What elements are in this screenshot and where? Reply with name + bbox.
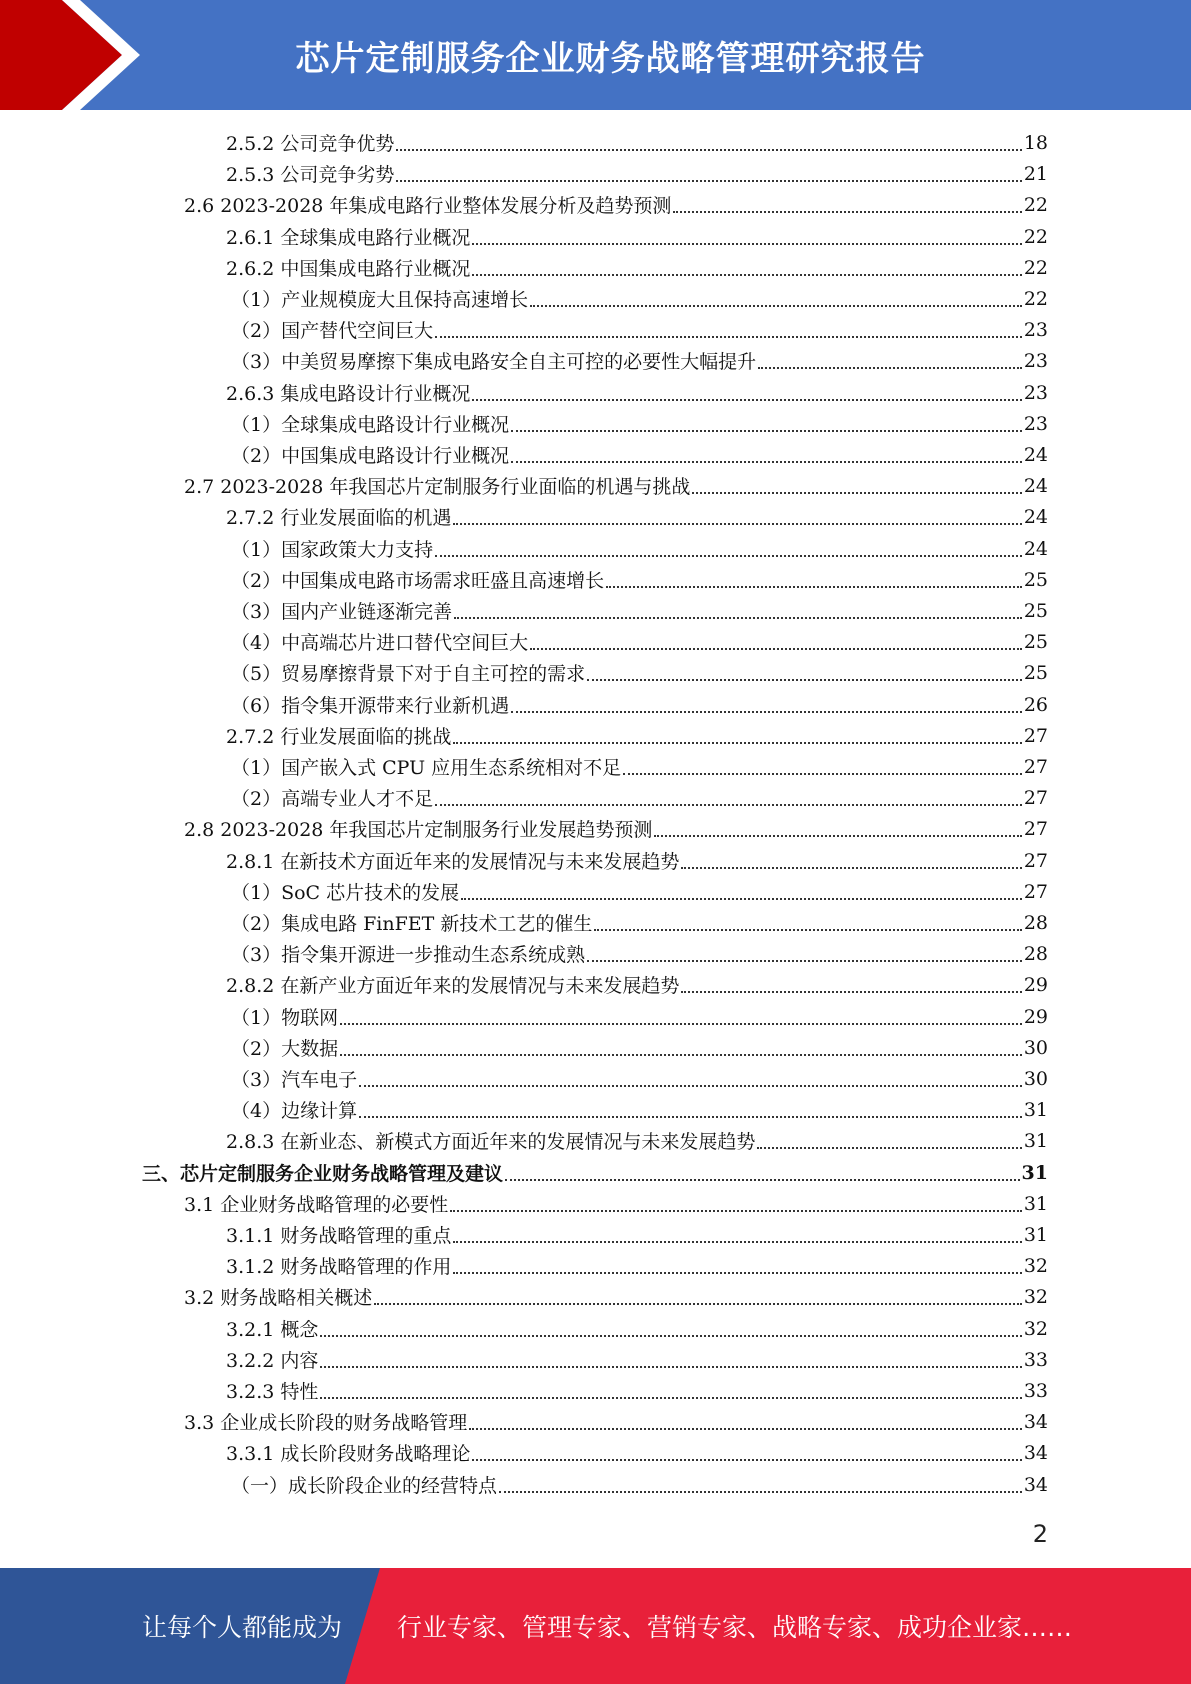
toc-leader-dots bbox=[472, 274, 1021, 276]
toc-entry-page: 25 bbox=[1023, 630, 1048, 653]
toc-entry-page: 33 bbox=[1023, 1379, 1048, 1402]
toc-entry-page: 21 bbox=[1023, 162, 1048, 185]
toc-entry[interactable] bbox=[231, 1063, 1048, 1094]
toc-entry-label: （4）边缘计算 bbox=[231, 1100, 358, 1122]
toc-leader-dots bbox=[499, 1491, 1022, 1493]
toc-leader-dots bbox=[469, 1428, 1022, 1430]
toc-entry[interactable] bbox=[231, 1094, 1048, 1125]
toc-entry-label: 2.7 2023-2028 年我国芯片定制服务行业面临的机遇与挑战 bbox=[184, 476, 691, 498]
toc-entry-label: 3.2.1 概念 bbox=[226, 1319, 319, 1341]
toc-leader-dots bbox=[623, 773, 1022, 775]
toc-leader-dots bbox=[606, 586, 1022, 588]
toc-entry-page: 32 bbox=[1023, 1285, 1048, 1308]
toc-leader-dots bbox=[453, 1272, 1021, 1274]
toc-leader-dots bbox=[320, 1335, 1021, 1337]
toc-entry[interactable] bbox=[231, 657, 1048, 688]
toc-entry-page: 27 bbox=[1023, 786, 1048, 809]
toc-entry[interactable] bbox=[231, 283, 1048, 314]
toc-leader-dots bbox=[359, 1085, 1022, 1087]
toc-entry[interactable] bbox=[184, 813, 1048, 844]
toc-entry-page: 27 bbox=[1023, 724, 1048, 747]
toc-entry[interactable] bbox=[231, 751, 1048, 782]
toc-entry[interactable] bbox=[226, 969, 1048, 1000]
toc-entry-label: （2）集成电路 FinFET 新技术工艺的催生 bbox=[231, 913, 593, 935]
toc-entry-label: （6）指令集开源带来行业新机遇 bbox=[231, 695, 510, 717]
toc-entry-label: （4）中高端芯片进口替代空间巨大 bbox=[231, 632, 529, 654]
toc-leader-dots bbox=[757, 1147, 1021, 1149]
toc-entry[interactable] bbox=[226, 127, 1048, 158]
toc-entry-page: 31 bbox=[1023, 1223, 1048, 1246]
toc-entry[interactable] bbox=[226, 377, 1048, 408]
toc-leader-dots bbox=[530, 305, 1022, 307]
report-title: 芯片定制服务企业财务战略管理研究报告 bbox=[295, 38, 926, 79]
toc-leader-dots bbox=[472, 1459, 1021, 1461]
toc-entry[interactable] bbox=[231, 689, 1048, 720]
toc-entry[interactable] bbox=[184, 1188, 1048, 1219]
toc-leader-dots bbox=[511, 711, 1022, 713]
toc-entry[interactable] bbox=[231, 1032, 1048, 1063]
toc-entry[interactable] bbox=[184, 1406, 1048, 1437]
toc-entry-label: （3）指令集开源进一步推动生态系统成熟 bbox=[231, 944, 586, 966]
toc-leader-dots bbox=[681, 991, 1021, 993]
toc-entry-page: 34 bbox=[1023, 1441, 1048, 1464]
toc-leader-dots bbox=[654, 835, 1021, 837]
toc-entry[interactable] bbox=[231, 533, 1048, 564]
toc-entry-page: 31 bbox=[1021, 1161, 1048, 1184]
toc-leader-dots bbox=[453, 523, 1021, 525]
toc-entry-page: 25 bbox=[1023, 661, 1048, 684]
toc-leader-dots bbox=[320, 1397, 1021, 1399]
toc-leader-dots bbox=[587, 679, 1022, 681]
toc-entry[interactable] bbox=[231, 626, 1048, 657]
toc-entry-page: 34 bbox=[1023, 1410, 1048, 1433]
toc-entry[interactable] bbox=[226, 221, 1048, 252]
page-number: 2 bbox=[1032, 1520, 1048, 1548]
toc-entry-page: 23 bbox=[1023, 381, 1048, 404]
toc-entry-label: （一）成长阶段企业的经营特点 bbox=[231, 1475, 498, 1497]
toc-entry-page: 22 bbox=[1023, 287, 1048, 310]
toc-entry-page: 27 bbox=[1023, 849, 1048, 872]
toc-entry[interactable] bbox=[231, 345, 1048, 376]
toc-entry-label: 2.8.3 在新业态、新模式方面近年来的发展情况与未来发展趋势 bbox=[226, 1131, 756, 1153]
toc-leader-dots bbox=[454, 617, 1022, 619]
toc-entry[interactable] bbox=[231, 876, 1048, 907]
toc-leader-dots bbox=[453, 742, 1021, 744]
toc-entry[interactable] bbox=[226, 1219, 1048, 1250]
toc-entry[interactable] bbox=[226, 1125, 1048, 1156]
toc-entry-label: （1）全球集成电路设计行业概况 bbox=[231, 414, 510, 436]
toc-entry[interactable] bbox=[231, 938, 1048, 969]
toc-entry-label: 2.7.2 行业发展面临的机遇 bbox=[226, 507, 452, 529]
toc-entry-label: （1）国产嵌入式 CPU 应用生态系统相对不足 bbox=[231, 757, 622, 779]
toc-leader-dots bbox=[435, 804, 1022, 806]
footer-slogan-right: 行业专家、管理专家、营销专家、战略专家、成功企业家…… bbox=[397, 1613, 1073, 1642]
toc-entry[interactable] bbox=[184, 189, 1048, 220]
toc-entry-label: （2）中国集成电路设计行业概况 bbox=[231, 445, 510, 467]
toc-leader-dots bbox=[681, 867, 1021, 869]
toc-entry-label: 3.2 财务战略相关概述 bbox=[184, 1287, 373, 1309]
toc-entry-page: 32 bbox=[1023, 1317, 1048, 1340]
toc-entry-label: 2.6 2023-2028 年集成电路行业整体发展分析及趋势预测 bbox=[184, 195, 672, 217]
toc-entry-page: 27 bbox=[1023, 817, 1048, 840]
toc-entry-page: 29 bbox=[1023, 973, 1048, 996]
toc-entry-label: 三、芯片定制服务企业财务战略管理及建议 bbox=[142, 1163, 504, 1185]
toc-entry-label: （2）高端专业人才不足 bbox=[231, 788, 434, 810]
toc-leader-dots bbox=[359, 1116, 1022, 1118]
toc-entry-page: 26 bbox=[1023, 693, 1048, 716]
page-footer bbox=[0, 1568, 1191, 1684]
toc-entry-label: （1）产业规模庞大且保持高速增长 bbox=[231, 289, 529, 311]
toc-entry-page: 25 bbox=[1023, 599, 1048, 622]
toc-leader-dots bbox=[374, 1303, 1022, 1305]
toc-entry-page: 25 bbox=[1023, 568, 1048, 591]
toc-leader-dots bbox=[453, 1241, 1021, 1243]
toc-entry-page: 34 bbox=[1023, 1473, 1048, 1496]
toc-entry-label: 3.1.2 财务战略管理的作用 bbox=[226, 1256, 452, 1278]
toc-entry-label: （3）汽车电子 bbox=[231, 1069, 358, 1091]
toc-entry-label: （3）中美贸易摩擦下集成电路安全自主可控的必要性大幅提升 bbox=[231, 351, 757, 373]
toc-entry[interactable] bbox=[226, 1313, 1048, 1344]
toc-entry[interactable] bbox=[226, 1344, 1048, 1375]
toc-leader-dots bbox=[692, 492, 1021, 494]
toc-entry-label: 2.8.2 在新产业方面近年来的发展情况与未来发展趋势 bbox=[226, 975, 680, 997]
toc-entry-label: （2）中国集成电路市场需求旺盛且高速增长 bbox=[231, 570, 605, 592]
toc-entry-label: （1）SoC 芯片技术的发展 bbox=[231, 882, 460, 904]
toc-entry-page: 24 bbox=[1023, 537, 1048, 560]
toc-entry-label: 3.3 企业成长阶段的财务战略管理 bbox=[184, 1412, 468, 1434]
toc-entry-label: （2）国产替代空间巨大 bbox=[231, 320, 434, 342]
toc-entry[interactable] bbox=[231, 408, 1048, 439]
toc-entry-label: 2.7.2 行业发展面临的挑战 bbox=[226, 726, 452, 748]
toc-leader-dots bbox=[461, 898, 1022, 900]
toc-entry[interactable] bbox=[231, 1469, 1048, 1500]
toc-entry[interactable] bbox=[231, 439, 1048, 470]
toc-leader-dots bbox=[320, 1366, 1021, 1368]
toc-entry[interactable] bbox=[226, 1437, 1048, 1468]
page-header bbox=[0, 0, 1191, 110]
toc-entry-page: 30 bbox=[1023, 1036, 1048, 1059]
toc-entry-label: 3.2.2 内容 bbox=[226, 1350, 319, 1372]
toc-entry-page: 22 bbox=[1023, 225, 1048, 248]
toc-entry[interactable] bbox=[231, 595, 1048, 626]
toc-leader-dots bbox=[396, 180, 1021, 182]
toc-entry-label: 2.5.2 公司竞争优势 bbox=[226, 133, 395, 155]
toc-entry[interactable] bbox=[226, 158, 1048, 189]
toc-entry[interactable] bbox=[184, 1281, 1048, 1312]
toc-leader-dots bbox=[472, 243, 1021, 245]
toc-entry[interactable] bbox=[226, 252, 1048, 283]
toc-entry-page: 23 bbox=[1023, 349, 1048, 372]
toc-entry-label: 2.8 2023-2028 年我国芯片定制服务行业发展趋势预测 bbox=[184, 819, 653, 841]
toc-entry-page: 27 bbox=[1023, 755, 1048, 778]
toc-leader-dots bbox=[505, 1179, 1020, 1181]
toc-leader-dots bbox=[396, 149, 1021, 151]
toc-entry[interactable] bbox=[184, 470, 1048, 501]
toc-leader-dots bbox=[511, 461, 1022, 463]
toc-entry-label: （3）国内产业链逐渐完善 bbox=[231, 601, 453, 623]
toc-leader-dots bbox=[758, 367, 1022, 369]
toc-leader-dots bbox=[435, 555, 1022, 557]
toc-entry-label: （5）贸易摩擦背景下对于自主可控的需求 bbox=[231, 663, 586, 685]
toc-leader-dots bbox=[450, 1210, 1022, 1212]
toc-entry[interactable] bbox=[231, 907, 1048, 938]
toc-entry-page: 30 bbox=[1023, 1067, 1048, 1090]
toc-entry-page: 23 bbox=[1023, 318, 1048, 341]
toc-entry-page: 32 bbox=[1023, 1254, 1048, 1277]
toc-entry-label: 2.6.1 全球集成电路行业概况 bbox=[226, 227, 471, 249]
toc-entry-page: 31 bbox=[1023, 1192, 1048, 1215]
toc-entry[interactable] bbox=[231, 564, 1048, 595]
toc-entry[interactable] bbox=[231, 1001, 1048, 1032]
toc-entry[interactable] bbox=[226, 501, 1048, 532]
toc-entry-page: 22 bbox=[1023, 256, 1048, 279]
toc-entry-page: 31 bbox=[1023, 1098, 1048, 1121]
toc-entry[interactable] bbox=[142, 1157, 1048, 1188]
toc-entry-label: 3.2.3 特性 bbox=[226, 1381, 319, 1403]
toc-entry-page: 28 bbox=[1023, 942, 1048, 965]
toc-entry-page: 23 bbox=[1023, 412, 1048, 435]
toc-entry-page: 24 bbox=[1023, 474, 1048, 497]
toc-leader-dots bbox=[511, 430, 1022, 432]
toc-entry-page: 29 bbox=[1023, 1005, 1048, 1028]
toc-entry-label: 2.8.1 在新技术方面近年来的发展情况与未来发展趋势 bbox=[226, 851, 680, 873]
toc-entry-label: 3.3.1 成长阶段财务战略理论 bbox=[226, 1443, 471, 1465]
toc-leader-dots bbox=[340, 1023, 1022, 1025]
toc-entry-page: 31 bbox=[1023, 1129, 1048, 1152]
toc-leader-dots bbox=[472, 399, 1021, 401]
toc-entry-label: （1）物联网 bbox=[231, 1007, 339, 1029]
toc-entry-page: 27 bbox=[1023, 880, 1048, 903]
toc-leader-dots bbox=[340, 1054, 1022, 1056]
toc-leader-dots bbox=[435, 336, 1022, 338]
toc-entry-page: 28 bbox=[1023, 911, 1048, 934]
toc-entry-page: 18 bbox=[1023, 131, 1048, 154]
toc-entry-page: 24 bbox=[1023, 443, 1048, 466]
toc-entry[interactable] bbox=[231, 782, 1048, 813]
toc-leader-dots bbox=[587, 960, 1022, 962]
toc-entry-label: （2）大数据 bbox=[231, 1038, 339, 1060]
toc-entry[interactable] bbox=[226, 1250, 1048, 1281]
toc-entry-page: 22 bbox=[1023, 193, 1048, 216]
toc-leader-dots bbox=[594, 929, 1021, 931]
toc-entry-label: 2.6.2 中国集成电路行业概况 bbox=[226, 258, 471, 280]
toc-leader-dots bbox=[673, 211, 1021, 213]
toc-leader-dots bbox=[530, 648, 1022, 650]
toc-entry-label: 2.6.3 集成电路设计行业概况 bbox=[226, 383, 471, 405]
footer-slogan-left: 让每个人都能成为 bbox=[142, 1613, 343, 1642]
toc-entry-label: 3.1 企业财务战略管理的必要性 bbox=[184, 1194, 449, 1216]
toc-entry[interactable] bbox=[231, 314, 1048, 345]
toc-entry-label: 2.5.3 公司竞争劣势 bbox=[226, 164, 395, 186]
toc-entry[interactable] bbox=[226, 1375, 1048, 1406]
toc-entry-page: 24 bbox=[1023, 505, 1048, 528]
toc-entry-page: 33 bbox=[1023, 1348, 1048, 1371]
toc-entry-label: 3.1.1 财务战略管理的重点 bbox=[226, 1225, 452, 1247]
toc-entry-label: （1）国家政策大力支持 bbox=[231, 539, 434, 561]
toc-entry[interactable] bbox=[226, 720, 1048, 751]
toc-entry[interactable] bbox=[226, 845, 1048, 876]
